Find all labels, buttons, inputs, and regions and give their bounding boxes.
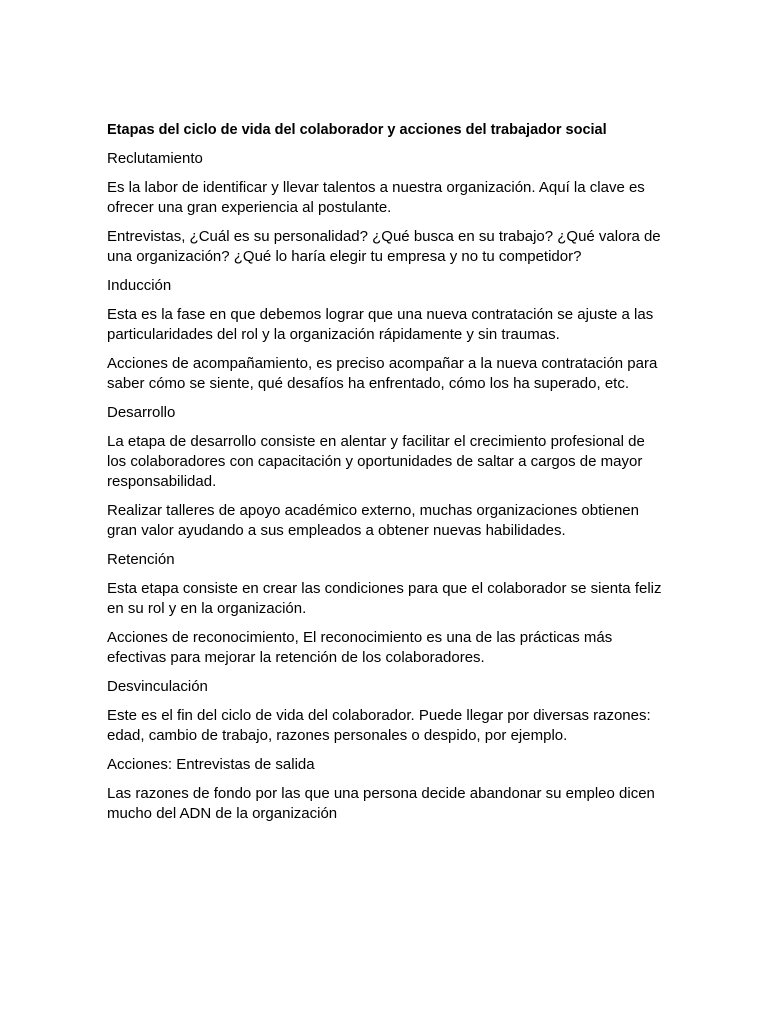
heading-desvinculacion: Desvinculación xyxy=(107,678,208,695)
heading-reclutamiento: Reclutamiento xyxy=(107,150,203,167)
paragraph: Realizar talleres de apoyo académico externo, muchas organizaciones obtienen gran valor ayudando a sus empleados a obtener nuevas habilidades. xyxy=(107,502,639,539)
heading-retencion: Retención xyxy=(107,551,175,568)
paragraph: Es la labor de identificar y llevar talentos a nuestra organización. Aquí la clave es ofrecer una gran experiencia al postulante. xyxy=(107,179,645,216)
paragraph: Acciones: Entrevistas de salida xyxy=(107,756,315,773)
paragraph: La etapa de desarrollo consiste en alentar y facilitar el crecimiento profesional de los colaboradores con capacitación y oportunidades de saltar a cargos de mayor responsabilidad. xyxy=(107,433,645,490)
paragraph: Acciones de reconocimiento, El reconocimiento es una de las prácticas más efectivas para mejorar la retención de los colaboradores. xyxy=(107,629,613,666)
paragraph: Esta es la fase en que debemos lograr que una nueva contratación se ajuste a las particularidades del rol y la organización rápidamente y sin traumas. xyxy=(107,306,654,343)
paragraph: Entrevistas, ¿Cuál es su personalidad? ¿Qué busca en su trabajo? ¿Qué valora de una organización? ¿Qué lo haría elegir tu empresa y no tu competidor? xyxy=(107,228,661,265)
document-title: Etapas del ciclo de vida del colaborador y acciones del trabajador social xyxy=(107,122,607,138)
document-body xyxy=(107,120,667,833)
paragraph: Este es el fin del ciclo de vida del colaborador. Puede llegar por diversas razones: edad, cambio de trabajo, razones personales o despido, por ejemplo. xyxy=(107,707,651,744)
paragraph: Esta etapa consiste en crear las condiciones para que el colaborador se sienta feliz en su rol y en la organización. xyxy=(107,580,662,617)
heading-desarrollo: Desarrollo xyxy=(107,404,176,421)
paragraph: Acciones de acompañamiento, es preciso acompañar a la nueva contratación para saber cómo se siente, qué desafíos ha enfrentado, cómo los ha superado, etc. xyxy=(107,355,658,392)
heading-induccion: Inducción xyxy=(107,277,172,294)
paragraph: Las razones de fondo por las que una persona decide abandonar su empleo dicen mucho del ADN de la organización xyxy=(107,785,655,822)
